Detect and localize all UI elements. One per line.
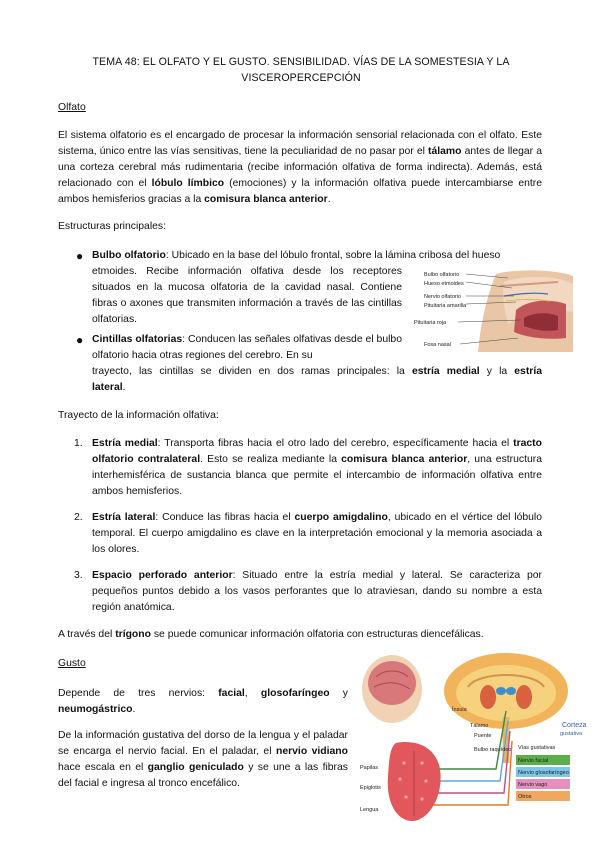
taste-pathway-figure <box>356 651 590 823</box>
fig2-label-talamo: Tálamo <box>470 723 489 729</box>
fig2-label-lengua: Lengua <box>360 807 379 813</box>
list-number: 2. <box>74 512 83 523</box>
fig-label-nervio: Nervio olfatorio <box>424 294 461 300</box>
fig-label-bulbo: Bulbo olfatorio <box>424 272 460 278</box>
bullet-dot: ● <box>76 333 84 347</box>
fig-label-pit-roja: Pituitaria roja <box>414 320 447 326</box>
list-item-estria-lateral: Estría lateral: Conduce las fibras hacia el cuerpo amigdalino, ubicado en el vértice del lóbulo temporal. El cuerpo amigdalino es clave en la interpretación emocional y la memoria asociada a los olores. <box>92 512 543 555</box>
list-item-estria-medial: Estría medial: Transporta fibras hacia el otro lado del cerebro, específicamente hacia el tracto olfatorio contralateral. Esto se realiza mediante la comisura blanca anterior, una estructura interhemisférica de sustancia blanca que permite el intercambio de información olfativa entre ambos hemisferios. <box>92 438 543 497</box>
list-number: 1. <box>74 438 83 449</box>
cintillas-line-3: trayecto, las cintillas se dividen en dos ramas principales: la estría medial y la estría <box>92 366 543 377</box>
fig2-label-gustativa: gustativa <box>560 731 583 737</box>
fig2-label-corteza: Corteza <box>562 722 587 729</box>
trayecto-label: Trayecto de la información olfativa: <box>58 410 219 421</box>
list-item-espacio-perforado: Espacio perforado anterior: Situado entre la estría medial y lateral. Se caracteriza por pequeños puntos debido a los vasos perforantes que lo atraviesan, dando su nombre a esta región anatómica. <box>92 570 542 613</box>
section-heading-gusto: Gusto <box>58 658 86 669</box>
bulbo-rest: etmoides. Recibe información olfativa desde los receptores situados en la mucosa olfatoria de la cavidad nasal. Contiene fibras o axones que transmiten información a través de las cintillas olfatorias. <box>92 266 402 325</box>
legend-label-otros: Otros <box>518 794 532 800</box>
cintillas-line-1: Cintillas olfatorias: Conducen las señales olfativas desde el bulbo olfatorio hacia otras regiones del cerebro. En su <box>92 334 402 361</box>
fig-label-fosa: Fosa nasal <box>424 342 451 348</box>
term-lobulo-limbico: lóbulo límbico <box>151 178 225 189</box>
fig2-label-insula: Ínsula <box>452 707 467 713</box>
trigono-paragraph: A través del trígono se puede comunicar información olfatoria con estructuras diencefálicas. <box>58 629 484 640</box>
section-heading-olfato: Olfato <box>58 102 86 113</box>
fig2-label-papilas: Papilas <box>360 765 379 771</box>
gusto-nervios-line-1: Depende de tres nervios: facial, glosofaríngeo y <box>58 688 348 699</box>
fig-label-etmoides: Hueso etmoides <box>424 281 464 287</box>
fig2-label-puente: Puente <box>474 733 492 739</box>
legend-label-vago: Nervio vago <box>518 782 548 788</box>
fig2-label-vias: Vías gustativas <box>518 745 556 751</box>
list-number: 3. <box>74 570 83 581</box>
term-talamo: tálamo <box>428 146 462 157</box>
page-title <box>60 54 542 86</box>
legend-label-facial: Nervio facial <box>518 758 549 764</box>
olfactory-anatomy-figure <box>408 268 573 352</box>
fig2-label-bulbo: Bulbo raquídeo <box>474 747 512 753</box>
title-line-1: TEMA 48: EL OLFATO Y EL GUSTO. SENSIBILIDAD. VÍAS DE LA SOMESTESIA Y LA <box>92 56 510 68</box>
title-line-2: VISCEROPERCEPCIÓN <box>241 72 361 84</box>
legend-label-glosofaringeo: Nervio glosofaríngeo <box>518 770 569 776</box>
gusto-nervios-line-2: neumogástrico. <box>58 704 136 715</box>
bulbo-line-1: Bulbo olfatorio: Ubicado en la base del lóbulo frontal, sobre la lámina cribosa del hueso <box>92 250 501 261</box>
bullet-dot: ● <box>76 249 84 263</box>
olfato-intro-paragraph: El sistema olfatorio es el encargado de procesar la información sensorial relacionada con el olfato. Este sistema, único entre las vías sensitivas, tiene la peculiaridad de no pasar por el tálamo antes de llegar a una corteza cerebral más rudimentaria (recibe información olfativa de forma indirecta). Además, está relacionado con el lóbulo límbico (emociones) y la información olfativa puede intercambiarse entre ambos hemisferios gracias a la comisura blanca anterior. <box>58 130 542 205</box>
fig-label-pit-amarilla: Pituitaria amarilla <box>424 303 467 309</box>
term-comisura-blanca-anterior: comisura blanca anterior <box>204 194 328 205</box>
estructuras-label: Estructuras principales: <box>58 221 166 232</box>
cintillas-line-4: lateral. <box>92 382 126 393</box>
gusto-facial-paragraph: De la información gustativa del dorso de la lengua y el paladar se encarga el nervio facial. En el paladar, el nervio vidiano hace escala en el ganglio geniculado y se une a las fibras del facial e ingresa al tronco encefálico. <box>58 730 348 789</box>
fig2-label-epiglotis: Epiglotis <box>360 785 381 791</box>
